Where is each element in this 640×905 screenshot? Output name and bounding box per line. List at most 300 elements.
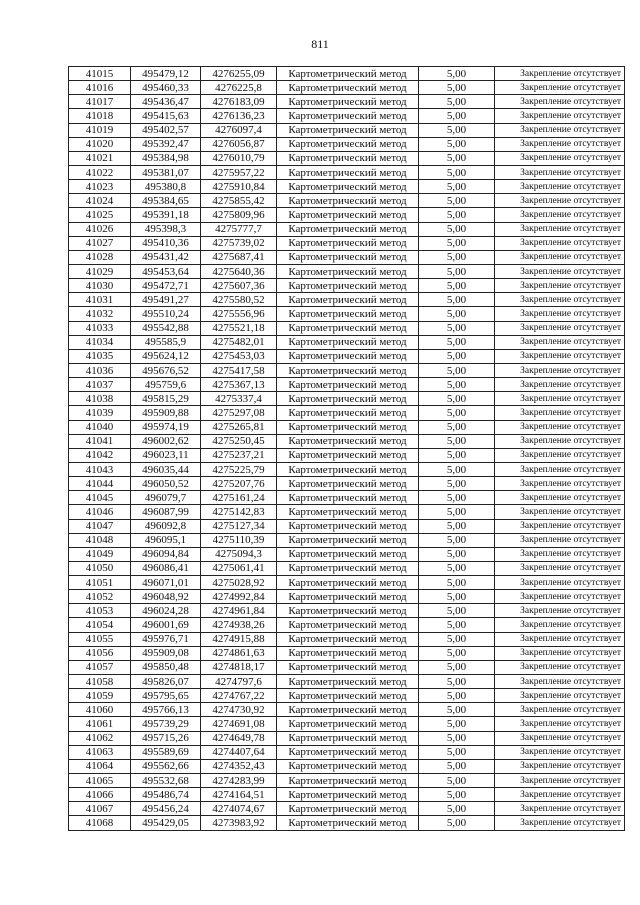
point-number-cell: 41068 <box>69 816 131 830</box>
y-coordinate-cell: 4275687,41 <box>201 250 277 264</box>
accuracy-cell: 5,00 <box>419 448 495 462</box>
accuracy-cell: 5,00 <box>419 194 495 208</box>
y-coordinate-cell: 4274961,84 <box>201 604 277 618</box>
x-coordinate-cell: 495624,12 <box>131 349 201 363</box>
x-coordinate-cell: 496095,1 <box>131 533 201 547</box>
method-cell: Картометрический метод <box>277 264 419 278</box>
point-number-cell: 41043 <box>69 462 131 476</box>
fixation-cell: Закрепление отсутствует <box>495 774 625 788</box>
point-number-cell: 41020 <box>69 137 131 151</box>
fixation-cell: Закрепление отсутствует <box>495 590 625 604</box>
point-number-cell: 41058 <box>69 675 131 689</box>
x-coordinate-cell: 495850,48 <box>131 660 201 674</box>
y-coordinate-cell: 4275910,84 <box>201 180 277 194</box>
point-number-cell: 41056 <box>69 646 131 660</box>
fixation-cell: Закрепление отсутствует <box>495 660 625 674</box>
accuracy-cell: 5,00 <box>419 689 495 703</box>
method-cell: Картометрический метод <box>277 759 419 773</box>
method-cell: Картометрический метод <box>277 165 419 179</box>
table-row <box>69 349 625 363</box>
point-number-cell: 41037 <box>69 378 131 392</box>
x-coordinate-cell: 496079,7 <box>131 491 201 505</box>
accuracy-cell: 5,00 <box>419 434 495 448</box>
point-number-cell: 41042 <box>69 448 131 462</box>
fixation-cell: Закрепление отсутствует <box>495 434 625 448</box>
point-number-cell: 41049 <box>69 547 131 561</box>
accuracy-cell: 5,00 <box>419 604 495 618</box>
x-coordinate-cell: 495562,66 <box>131 759 201 773</box>
accuracy-cell: 5,00 <box>419 618 495 632</box>
fixation-cell: Закрепление отсутствует <box>495 788 625 802</box>
fixation-cell: Закрепление отсутствует <box>495 491 625 505</box>
y-coordinate-cell: 4275521,18 <box>201 321 277 335</box>
table-row <box>69 604 625 618</box>
point-number-cell: 41039 <box>69 406 131 420</box>
y-coordinate-cell: 4274649,78 <box>201 731 277 745</box>
method-cell: Картометрический метод <box>277 703 419 717</box>
y-coordinate-cell: 4275556,96 <box>201 307 277 321</box>
x-coordinate-cell: 495909,08 <box>131 646 201 660</box>
table-row <box>69 477 625 491</box>
method-cell: Картометрический метод <box>277 95 419 109</box>
y-coordinate-cell: 4274691,08 <box>201 717 277 731</box>
fixation-cell: Закрепление отсутствует <box>495 420 625 434</box>
table-row <box>69 576 625 590</box>
x-coordinate-cell: 496035,44 <box>131 462 201 476</box>
fixation-cell: Закрепление отсутствует <box>495 604 625 618</box>
fixation-cell: Закрепление отсутствует <box>495 576 625 590</box>
y-coordinate-cell: 4275739,02 <box>201 236 277 250</box>
accuracy-cell: 5,00 <box>419 590 495 604</box>
fixation-cell: Закрепление отсутствует <box>495 378 625 392</box>
y-coordinate-cell: 4276097,4 <box>201 123 277 137</box>
y-coordinate-cell: 4274861,63 <box>201 646 277 660</box>
table-body <box>69 67 625 831</box>
y-coordinate-cell: 4275061,41 <box>201 561 277 575</box>
method-cell: Картометрический метод <box>277 236 419 250</box>
y-coordinate-cell: 4276225,8 <box>201 81 277 95</box>
y-coordinate-cell: 4276183,09 <box>201 95 277 109</box>
y-coordinate-cell: 4275580,52 <box>201 293 277 307</box>
table-row <box>69 81 625 95</box>
accuracy-cell: 5,00 <box>419 335 495 349</box>
y-coordinate-cell: 4275161,24 <box>201 491 277 505</box>
method-cell: Картометрический метод <box>277 180 419 194</box>
fixation-cell: Закрепление отсутствует <box>495 321 625 335</box>
y-coordinate-cell: 4274164,51 <box>201 788 277 802</box>
y-coordinate-cell: 4275028,92 <box>201 576 277 590</box>
x-coordinate-cell: 495398,3 <box>131 222 201 236</box>
method-cell: Картометрический метод <box>277 434 419 448</box>
point-number-cell: 41047 <box>69 519 131 533</box>
table-row <box>69 717 625 731</box>
y-coordinate-cell: 4275142,83 <box>201 505 277 519</box>
x-coordinate-cell: 495532,68 <box>131 774 201 788</box>
table-row <box>69 561 625 575</box>
method-cell: Картометрический метод <box>277 561 419 575</box>
accuracy-cell: 5,00 <box>419 392 495 406</box>
method-cell: Картометрический метод <box>277 406 419 420</box>
point-number-cell: 41028 <box>69 250 131 264</box>
point-number-cell: 41048 <box>69 533 131 547</box>
x-coordinate-cell: 495739,29 <box>131 717 201 731</box>
fixation-cell: Закрепление отсутствует <box>495 462 625 476</box>
table-row <box>69 434 625 448</box>
table-row <box>69 335 625 349</box>
y-coordinate-cell: 4275809,96 <box>201 208 277 222</box>
table-row <box>69 675 625 689</box>
table-row <box>69 222 625 236</box>
x-coordinate-cell: 495542,88 <box>131 321 201 335</box>
fixation-cell: Закрепление отсутствует <box>495 675 625 689</box>
x-coordinate-cell: 496023,11 <box>131 448 201 462</box>
point-number-cell: 41036 <box>69 363 131 377</box>
x-coordinate-cell: 496024,28 <box>131 604 201 618</box>
y-coordinate-cell: 4275607,36 <box>201 279 277 293</box>
table-row <box>69 123 625 137</box>
point-number-cell: 41021 <box>69 151 131 165</box>
accuracy-cell: 5,00 <box>419 222 495 236</box>
table-row <box>69 137 625 151</box>
fixation-cell: Закрепление отсутствует <box>495 208 625 222</box>
fixation-cell: Закрепление отсутствует <box>495 349 625 363</box>
point-number-cell: 41060 <box>69 703 131 717</box>
y-coordinate-cell: 4275453,03 <box>201 349 277 363</box>
method-cell: Картометрический метод <box>277 745 419 759</box>
method-cell: Картометрический метод <box>277 491 419 505</box>
point-number-cell: 41031 <box>69 293 131 307</box>
point-number-cell: 41034 <box>69 335 131 349</box>
y-coordinate-cell: 4275482,01 <box>201 335 277 349</box>
method-cell: Картометрический метод <box>277 250 419 264</box>
method-cell: Картометрический метод <box>277 774 419 788</box>
x-coordinate-cell: 495384,65 <box>131 194 201 208</box>
point-number-cell: 41046 <box>69 505 131 519</box>
table-row <box>69 95 625 109</box>
method-cell: Картометрический метод <box>277 717 419 731</box>
table-row <box>69 180 625 194</box>
y-coordinate-cell: 4275417,58 <box>201 363 277 377</box>
table-row <box>69 618 625 632</box>
accuracy-cell: 5,00 <box>419 491 495 505</box>
table-row <box>69 194 625 208</box>
fixation-cell: Закрепление отсутствует <box>495 123 625 137</box>
y-coordinate-cell: 4275297,08 <box>201 406 277 420</box>
fixation-cell: Закрепление отсутствует <box>495 731 625 745</box>
y-coordinate-cell: 4275855,42 <box>201 194 277 208</box>
method-cell: Картометрический метод <box>277 505 419 519</box>
point-number-cell: 41027 <box>69 236 131 250</box>
y-coordinate-cell: 4273983,92 <box>201 816 277 830</box>
method-cell: Картометрический метод <box>277 194 419 208</box>
point-number-cell: 41030 <box>69 279 131 293</box>
method-cell: Картометрический метод <box>277 477 419 491</box>
accuracy-cell: 5,00 <box>419 745 495 759</box>
table-row <box>69 660 625 674</box>
table-row <box>69 236 625 250</box>
fixation-cell: Закрепление отсутствует <box>495 717 625 731</box>
fixation-cell: Закрепление отсутствует <box>495 745 625 759</box>
fixation-cell: Закрепление отсутствует <box>495 81 625 95</box>
point-number-cell: 41057 <box>69 660 131 674</box>
fixation-cell: Закрепление отсутствует <box>495 279 625 293</box>
y-coordinate-cell: 4274407,64 <box>201 745 277 759</box>
fixation-cell: Закрепление отсутствует <box>495 703 625 717</box>
fixation-cell: Закрепление отсутствует <box>495 448 625 462</box>
method-cell: Картометрический метод <box>277 788 419 802</box>
fixation-cell: Закрепление отсутствует <box>495 392 625 406</box>
method-cell: Картометрический метод <box>277 293 419 307</box>
method-cell: Картометрический метод <box>277 519 419 533</box>
point-number-cell: 41025 <box>69 208 131 222</box>
method-cell: Картометрический метод <box>277 675 419 689</box>
point-number-cell: 41032 <box>69 307 131 321</box>
method-cell: Картометрический метод <box>277 802 419 816</box>
table-row <box>69 462 625 476</box>
fixation-cell: Закрепление отсутствует <box>495 250 625 264</box>
accuracy-cell: 5,00 <box>419 406 495 420</box>
y-coordinate-cell: 4274915,88 <box>201 632 277 646</box>
x-coordinate-cell: 495909,88 <box>131 406 201 420</box>
point-number-cell: 41040 <box>69 420 131 434</box>
x-coordinate-cell: 495974,19 <box>131 420 201 434</box>
y-coordinate-cell: 4275127,34 <box>201 519 277 533</box>
x-coordinate-cell: 495491,27 <box>131 293 201 307</box>
method-cell: Картометрический метод <box>277 547 419 561</box>
y-coordinate-cell: 4275337,4 <box>201 392 277 406</box>
method-cell: Картометрический метод <box>277 604 419 618</box>
page-number: 811 <box>311 37 329 51</box>
method-cell: Картометрический метод <box>277 816 419 830</box>
table-row <box>69 279 625 293</box>
accuracy-cell: 5,00 <box>419 95 495 109</box>
point-number-cell: 41017 <box>69 95 131 109</box>
method-cell: Картометрический метод <box>277 335 419 349</box>
table-row <box>69 745 625 759</box>
accuracy-cell: 5,00 <box>419 505 495 519</box>
table-row <box>69 533 625 547</box>
point-number-cell: 41061 <box>69 717 131 731</box>
point-number-cell: 41051 <box>69 576 131 590</box>
y-coordinate-cell: 4276010,79 <box>201 151 277 165</box>
table-row <box>69 250 625 264</box>
y-coordinate-cell: 4275777,7 <box>201 222 277 236</box>
point-number-cell: 41018 <box>69 109 131 123</box>
point-number-cell: 41066 <box>69 788 131 802</box>
y-coordinate-cell: 4275367,13 <box>201 378 277 392</box>
accuracy-cell: 5,00 <box>419 675 495 689</box>
x-coordinate-cell: 495453,64 <box>131 264 201 278</box>
table-row <box>69 519 625 533</box>
y-coordinate-cell: 4274818,17 <box>201 660 277 674</box>
accuracy-cell: 5,00 <box>419 137 495 151</box>
method-cell: Картометрический метод <box>277 618 419 632</box>
table-row <box>69 632 625 646</box>
x-coordinate-cell: 495429,05 <box>131 816 201 830</box>
accuracy-cell: 5,00 <box>419 293 495 307</box>
accuracy-cell: 5,00 <box>419 816 495 830</box>
method-cell: Картометрический метод <box>277 363 419 377</box>
point-number-cell: 41063 <box>69 745 131 759</box>
x-coordinate-cell: 495676,52 <box>131 363 201 377</box>
method-cell: Картометрический метод <box>277 208 419 222</box>
y-coordinate-cell: 4275250,45 <box>201 434 277 448</box>
method-cell: Картометрический метод <box>277 349 419 363</box>
y-coordinate-cell: 4274074,67 <box>201 802 277 816</box>
method-cell: Картометрический метод <box>277 533 419 547</box>
accuracy-cell: 5,00 <box>419 703 495 717</box>
x-coordinate-cell: 495392,47 <box>131 137 201 151</box>
table-row <box>69 109 625 123</box>
method-cell: Картометрический метод <box>277 576 419 590</box>
y-coordinate-cell: 4275225,79 <box>201 462 277 476</box>
table-row <box>69 420 625 434</box>
x-coordinate-cell: 495715,26 <box>131 731 201 745</box>
y-coordinate-cell: 4275640,36 <box>201 264 277 278</box>
table-row <box>69 264 625 278</box>
y-coordinate-cell: 4275207,76 <box>201 477 277 491</box>
accuracy-cell: 5,00 <box>419 165 495 179</box>
table-row <box>69 165 625 179</box>
accuracy-cell: 5,00 <box>419 307 495 321</box>
x-coordinate-cell: 496048,92 <box>131 590 201 604</box>
method-cell: Картометрический метод <box>277 307 419 321</box>
point-number-cell: 41067 <box>69 802 131 816</box>
point-number-cell: 41015 <box>69 67 131 81</box>
accuracy-cell: 5,00 <box>419 759 495 773</box>
y-coordinate-cell: 4276136,23 <box>201 109 277 123</box>
accuracy-cell: 5,00 <box>419 533 495 547</box>
method-cell: Картометрический метод <box>277 420 419 434</box>
table-row <box>69 293 625 307</box>
accuracy-cell: 5,00 <box>419 208 495 222</box>
table-row <box>69 816 625 830</box>
method-cell: Картометрический метод <box>277 151 419 165</box>
method-cell: Картометрический метод <box>277 321 419 335</box>
x-coordinate-cell: 495510,24 <box>131 307 201 321</box>
x-coordinate-cell: 495384,98 <box>131 151 201 165</box>
y-coordinate-cell: 4275957,22 <box>201 165 277 179</box>
accuracy-cell: 5,00 <box>419 151 495 165</box>
accuracy-cell: 5,00 <box>419 180 495 194</box>
y-coordinate-cell: 4274767,22 <box>201 689 277 703</box>
fixation-cell: Закрепление отсутствует <box>495 236 625 250</box>
point-number-cell: 41019 <box>69 123 131 137</box>
x-coordinate-cell: 495486,74 <box>131 788 201 802</box>
fixation-cell: Закрепление отсутствует <box>495 477 625 491</box>
point-number-cell: 41041 <box>69 434 131 448</box>
fixation-cell: Закрепление отсутствует <box>495 689 625 703</box>
table-row <box>69 689 625 703</box>
fixation-cell: Закрепление отсутствует <box>495 95 625 109</box>
method-cell: Картометрический метод <box>277 632 419 646</box>
fixation-cell: Закрепление отсутствует <box>495 335 625 349</box>
accuracy-cell: 5,00 <box>419 731 495 745</box>
accuracy-cell: 5,00 <box>419 576 495 590</box>
y-coordinate-cell: 4275265,81 <box>201 420 277 434</box>
y-coordinate-cell: 4274730,92 <box>201 703 277 717</box>
method-cell: Картометрический метод <box>277 462 419 476</box>
table-row <box>69 321 625 335</box>
accuracy-cell: 5,00 <box>419 109 495 123</box>
accuracy-cell: 5,00 <box>419 774 495 788</box>
table-row <box>69 307 625 321</box>
coordinates-table <box>68 66 625 831</box>
x-coordinate-cell: 495826,07 <box>131 675 201 689</box>
x-coordinate-cell: 495589,69 <box>131 745 201 759</box>
x-coordinate-cell: 496050,52 <box>131 477 201 491</box>
fixation-cell: Закрепление отсутствует <box>495 816 625 830</box>
x-coordinate-cell: 496092,8 <box>131 519 201 533</box>
x-coordinate-cell: 495436,47 <box>131 95 201 109</box>
method-cell: Картометрический метод <box>277 137 419 151</box>
x-coordinate-cell: 495410,36 <box>131 236 201 250</box>
table-row <box>69 448 625 462</box>
fixation-cell: Закрепление отсутствует <box>495 194 625 208</box>
point-number-cell: 41035 <box>69 349 131 363</box>
table-row <box>69 151 625 165</box>
x-coordinate-cell: 495415,63 <box>131 109 201 123</box>
y-coordinate-cell: 4276255,09 <box>201 67 277 81</box>
fixation-cell: Закрепление отсутствует <box>495 264 625 278</box>
method-cell: Картометрический метод <box>277 590 419 604</box>
fixation-cell: Закрепление отсутствует <box>495 533 625 547</box>
x-coordinate-cell: 496087,99 <box>131 505 201 519</box>
method-cell: Картометрический метод <box>277 279 419 293</box>
point-number-cell: 41054 <box>69 618 131 632</box>
method-cell: Картометрический метод <box>277 660 419 674</box>
fixation-cell: Закрепление отсутствует <box>495 646 625 660</box>
x-coordinate-cell: 495380,8 <box>131 180 201 194</box>
point-number-cell: 41044 <box>69 477 131 491</box>
x-coordinate-cell: 495431,42 <box>131 250 201 264</box>
x-coordinate-cell: 495456,24 <box>131 802 201 816</box>
method-cell: Картометрический метод <box>277 646 419 660</box>
point-number-cell: 41053 <box>69 604 131 618</box>
y-coordinate-cell: 4274797,6 <box>201 675 277 689</box>
point-number-cell: 41033 <box>69 321 131 335</box>
point-number-cell: 41064 <box>69 759 131 773</box>
x-coordinate-cell: 495402,57 <box>131 123 201 137</box>
method-cell: Картометрический метод <box>277 378 419 392</box>
method-cell: Картометрический метод <box>277 448 419 462</box>
accuracy-cell: 5,00 <box>419 67 495 81</box>
point-number-cell: 41052 <box>69 590 131 604</box>
fixation-cell: Закрепление отсутствует <box>495 632 625 646</box>
table-row <box>69 378 625 392</box>
x-coordinate-cell: 495472,71 <box>131 279 201 293</box>
x-coordinate-cell: 495815,29 <box>131 392 201 406</box>
fixation-cell: Закрепление отсутствует <box>495 618 625 632</box>
point-number-cell: 41024 <box>69 194 131 208</box>
x-coordinate-cell: 495766,13 <box>131 703 201 717</box>
table-row <box>69 547 625 561</box>
accuracy-cell: 5,00 <box>419 547 495 561</box>
y-coordinate-cell: 4276056,87 <box>201 137 277 151</box>
fixation-cell: Закрепление отсутствует <box>495 180 625 194</box>
accuracy-cell: 5,00 <box>419 519 495 533</box>
accuracy-cell: 5,00 <box>419 236 495 250</box>
x-coordinate-cell: 496071,01 <box>131 576 201 590</box>
x-coordinate-cell: 495976,71 <box>131 632 201 646</box>
x-coordinate-cell: 495585,9 <box>131 335 201 349</box>
x-coordinate-cell: 495795,65 <box>131 689 201 703</box>
method-cell: Картометрический метод <box>277 392 419 406</box>
table-row <box>69 731 625 745</box>
accuracy-cell: 5,00 <box>419 561 495 575</box>
y-coordinate-cell: 4274992,84 <box>201 590 277 604</box>
point-number-cell: 41045 <box>69 491 131 505</box>
